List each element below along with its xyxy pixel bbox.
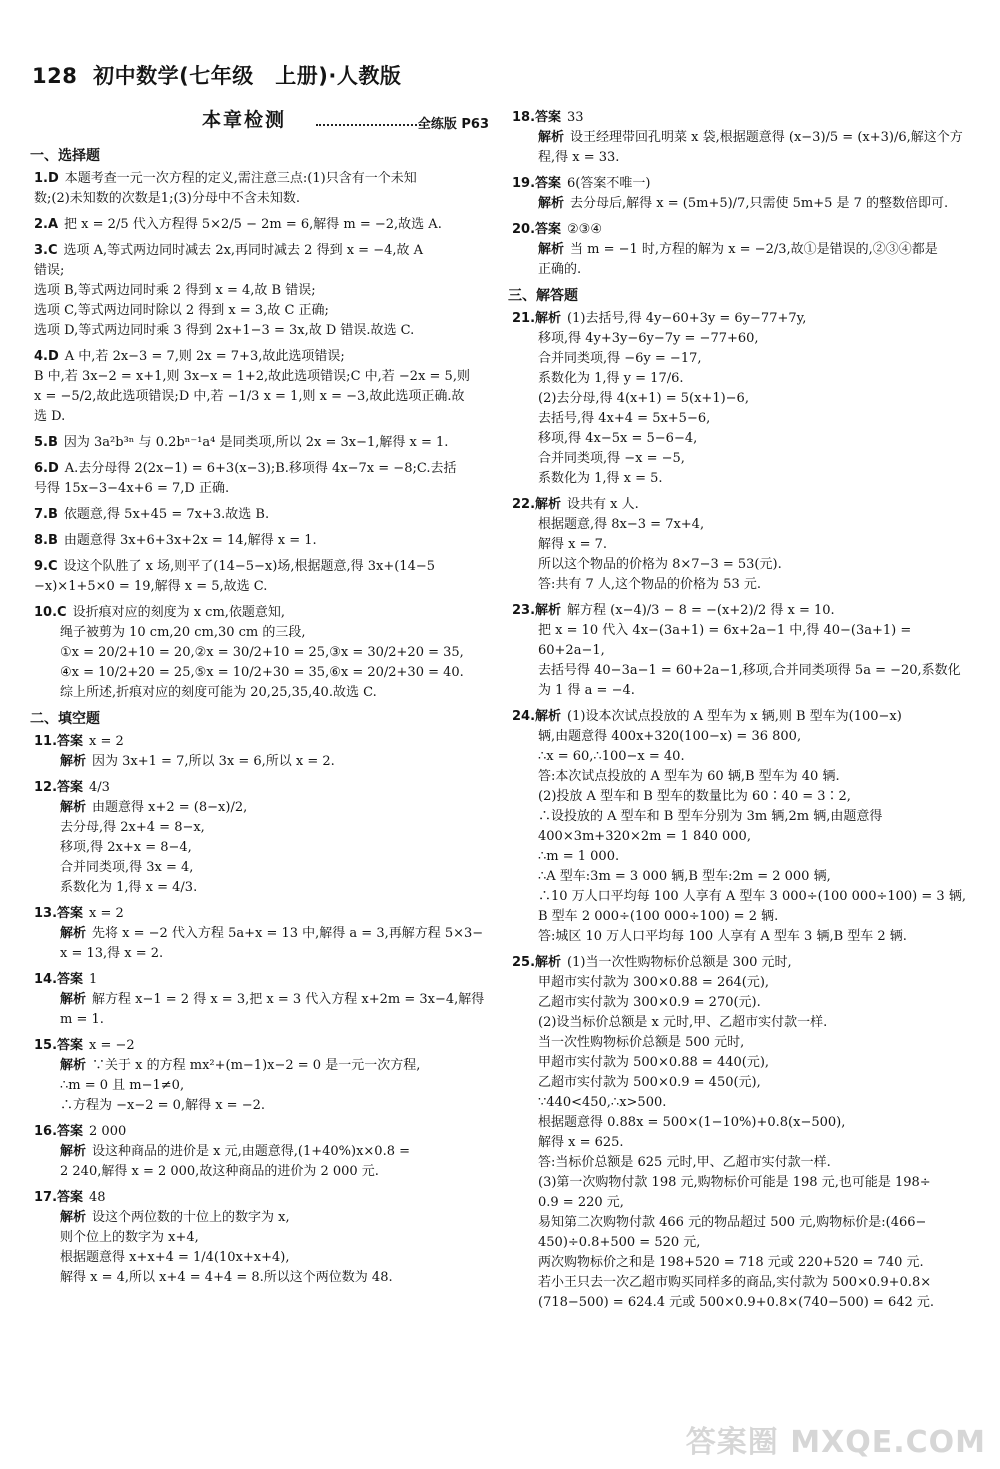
- analysis-label: 解析: [60, 926, 87, 941]
- section-heading: 二、填空题: [30, 711, 100, 727]
- question-9: [34, 557, 489, 597]
- text-line: 选项 C,等式两边同时除以 2 得到 x = 3,故 C 正确;: [34, 303, 329, 318]
- text-line: (2)投放 A 型车和 B 型车的数量比为 60∶40 = 3∶2,: [538, 789, 851, 804]
- right-column: [508, 108, 967, 1319]
- text-line: ∴设投放的 A 型车和 B 型车分别为 3m 辆,2m 辆,由题意得: [538, 809, 883, 824]
- question-label: 21.解析: [512, 311, 562, 326]
- question-label: 10.C: [34, 605, 67, 620]
- text-line: 移项,得 4x−5x = 5−6−4,: [538, 431, 698, 446]
- page-header: [32, 60, 401, 90]
- question-15: [34, 1036, 489, 1116]
- answer: x = 2: [89, 906, 124, 921]
- text-line: 当 m = −1 时,方程的解为 x = −2/3,故①是错误的,②③④都是: [570, 242, 938, 257]
- text-line: 易知第二次购物付款 466 元的物品超过 500 元,购物标价是:(466−: [538, 1215, 927, 1230]
- chapter-ref: 全练版 P63: [417, 117, 489, 132]
- text-line: 两次购物标价之和是 198+520 = 718 元或 220+520 = 740 元.: [538, 1255, 924, 1270]
- question-20: [512, 220, 967, 280]
- question-23: [512, 601, 967, 701]
- text-line: (3)第一次购物付款 198 元,购物标价可能是 198 元,也可能是 198÷: [538, 1175, 931, 1190]
- text-line: ∴m = 0 且 m−1≠0,: [60, 1078, 185, 1093]
- text-line: ①x = 20/2+10 = 20,②x = 30/2+10 = 25,③x = 30/2+20 = 35,: [60, 645, 464, 660]
- text-line: (2)去分母,得 4(x+1) = 5(x+1)−6,: [538, 391, 749, 406]
- text-line: ∴m = 1 000.: [538, 849, 620, 864]
- answer: x = −2: [89, 1038, 135, 1053]
- text-line: 则个位上的数字为 x+4,: [60, 1230, 199, 1245]
- text-line: 选 D.: [34, 409, 66, 424]
- question-5: [34, 433, 489, 453]
- text-line: 移项,得 4y+3y−6y−7y = −77+60,: [538, 331, 759, 346]
- text-line: 把 x = 10 代入 4x−(3a+1) = 6x+2a−1 中,得 40−(3a+1) = 60+2a−1,: [538, 623, 912, 658]
- text-line: 甲超市实付款为 500×0.88 = 440(元),: [538, 1055, 770, 1070]
- text-line: 去括号,得 4x+4 = 5x+5−6,: [538, 411, 711, 426]
- question-label: 23.解析: [512, 603, 562, 618]
- text-line: 因为 3x+1 = 7,所以 3x = 6,所以 x = 2.: [92, 754, 335, 769]
- chapter-heading: [34, 110, 489, 140]
- text-line: 去分母,得 2x+4 = 8−x,: [60, 820, 205, 835]
- text-line: 设共有 x 人.: [567, 497, 639, 512]
- question-label: 7.B: [34, 507, 58, 522]
- text-line: 设这个两位数的十位上的数字为 x,: [92, 1210, 290, 1225]
- question-label: 15.答案: [34, 1038, 84, 1053]
- answer: 33: [567, 110, 584, 125]
- answer: 6(答案不唯一): [567, 176, 651, 191]
- text-line: 系数化为 1,得 x = 4/3.: [60, 880, 198, 895]
- text-line: 解得 x = 7.: [538, 537, 608, 552]
- analysis-label: 解析: [538, 196, 565, 211]
- text-line: 移项,得 2x+x = 8−4,: [60, 840, 192, 855]
- text-line: 因为 3a²b³ⁿ 与 0.2bⁿ⁻¹a⁴ 是同类项,所以 2x = 3x−1,解得 x = 1.: [63, 435, 449, 450]
- text-line: (1)去括号,得 4y−60+3y = 6y−77+7y,: [567, 311, 807, 326]
- text-line: x = −5/2,故此选项错误;D 中,若 −1/3 x = 1,则 x = −3,故此选项正确.故: [34, 389, 465, 404]
- question-8: [34, 531, 489, 551]
- question-label: 9.C: [34, 559, 58, 574]
- text-line: ∴A 型车:3m = 3 000 辆,B 型车:2m = 2 000 辆,: [538, 869, 831, 884]
- text-line: 先将 x = −2 代入方程 5a+x = 13 中,解得 a = 3,再解方程 5×3−: [92, 926, 484, 941]
- text-line: 合并同类项,得 −6y = −17,: [538, 351, 702, 366]
- question-label: 4.D: [34, 349, 59, 364]
- text-line: ∴方程为 −x−2 = 0,解得 x = −2.: [60, 1098, 265, 1113]
- question-14: [34, 970, 489, 1030]
- text-line: 根据题意得 0.88x = 500×(1−10%)+0.8(x−500),: [538, 1115, 846, 1130]
- question-label: 6.D: [34, 461, 59, 476]
- text-line: 解得 x = 625.: [538, 1135, 624, 1150]
- question-label: 18.答案: [512, 110, 562, 125]
- text-line: 本题考查一元一次方程的定义,需注意三点:(1)只含有一个未知: [64, 171, 417, 186]
- text-line: 程,得 x = 33.: [538, 150, 620, 165]
- question-22: [512, 495, 967, 595]
- question-label: 24.解析: [512, 709, 562, 724]
- text-line: m = 1.: [60, 1012, 104, 1027]
- text-line: 解方程 x−1 = 2 得 x = 3,把 x = 3 代入方程 x+2m = 3x−4,解得: [92, 992, 485, 1007]
- text-line: 设折痕对应的刻度为 x cm,依题意知,: [72, 605, 286, 620]
- analysis-label: 解析: [60, 754, 87, 769]
- question-label: 5.B: [34, 435, 58, 450]
- book-title: 初中数学(七年级 上册)·人教版: [93, 64, 402, 88]
- text-line: 由题意得 3x+6+3x+2x = 14,解得 x = 1.: [63, 533, 317, 548]
- text-line: A 中,若 2x−3 = 7,则 2x = 7+3,故此选项错误;: [64, 349, 345, 364]
- text-line: 错误;: [34, 263, 65, 278]
- question-25: [512, 953, 967, 1313]
- text-line: 当一次性购物标价总额是 500 元时,: [538, 1035, 745, 1050]
- question-label: 16.答案: [34, 1124, 84, 1139]
- analysis-label: 解析: [60, 1058, 87, 1073]
- text-line: 乙超市实付款为 300×0.9 = 270(元).: [538, 995, 761, 1010]
- text-line: 选项 B,等式两边同时乘 2 得到 x = 4,故 B 错误;: [34, 283, 316, 298]
- text-line: (2)设当标价总额是 x 元时,甲、乙超市实付款一样.: [538, 1015, 828, 1030]
- page-number: 128: [32, 64, 78, 88]
- answer: ②③④: [567, 222, 602, 237]
- text-line: 解得 x = 4,所以 x+4 = 4+4 = 8.所以这个两位数为 48.: [60, 1270, 393, 1285]
- text-line: 答:本次试点投放的 A 型车为 60 辆,B 型车为 40 辆.: [538, 769, 840, 784]
- question-12: [34, 778, 489, 898]
- left-column: [30, 109, 489, 1294]
- text-line: 去括号得 40−3a−1 = 60+2a−1,移项,合并同类项得 5a = −20,系数化: [538, 663, 961, 678]
- text-line: 由题意得 x+2 = (8−x)/2,: [92, 800, 248, 815]
- text-line: 答:当标价总额是 625 元时,甲、乙超市实付款一样.: [538, 1155, 831, 1170]
- text-line: 选项 A,等式两边同时减去 2x,再同时减去 2 得到 x = −4,故 A: [63, 243, 424, 258]
- question-2: [34, 215, 489, 235]
- answer: 2 000: [89, 1124, 127, 1139]
- answer: 1: [89, 972, 98, 987]
- text-line: 设这个队胜了 x 场,则平了(14−5−x)场,根据题意,得 3x+(14−5: [63, 559, 436, 574]
- question-label: 14.答案: [34, 972, 84, 987]
- question-21: [512, 309, 967, 489]
- text-line: B 中,若 3x−2 = x+1,则 3x−x = 1+2,故此选项错误;C 中,若 −2x = 5,则: [34, 369, 470, 384]
- question-label: 19.答案: [512, 176, 562, 191]
- text-line: 号得 15x−3−4x+6 = 7,D 正确.: [34, 481, 230, 496]
- text-line: 乙超市实付款为 500×0.9 = 450(元),: [538, 1075, 761, 1090]
- question-label: 22.解析: [512, 497, 562, 512]
- text-line: 系数化为 1,得 y = 17/6.: [538, 371, 684, 386]
- question-19: [512, 174, 967, 214]
- text-line: 系数化为 1,得 x = 5.: [538, 471, 663, 486]
- question-label: 20.答案: [512, 222, 562, 237]
- question-label: 3.C: [34, 243, 58, 258]
- question-3: [34, 241, 489, 341]
- question-label: 12.答案: [34, 780, 84, 795]
- text-line: 综上所述,折痕对应的刻度可能为 20,25,35,40.故选 C.: [60, 685, 377, 700]
- answer: x = 2: [89, 734, 124, 749]
- question-label: 2.A: [34, 217, 59, 232]
- text-line: x = 13,得 x = 2.: [60, 946, 164, 961]
- analysis-label: 解析: [60, 1210, 87, 1225]
- analysis-label: 解析: [538, 130, 565, 145]
- question-label: 13.答案: [34, 906, 84, 921]
- analysis-label: 解析: [60, 1144, 87, 1159]
- text-line: 答:城区 10 万人口平均每 100 人享有 A 型车 3 辆,B 型车 2 辆.: [538, 929, 907, 944]
- text-line: (718−500) = 624.4 元或 500×0.9+0.8×(740−500) = 642 元.: [538, 1295, 935, 1310]
- text-line: B 型车 2 000÷(100 000÷100) = 2 辆.: [538, 909, 779, 924]
- question-label: 11.答案: [34, 734, 84, 749]
- analysis-label: 解析: [60, 800, 87, 815]
- chapter-title: 本章检测: [202, 109, 287, 131]
- text-line: 为 1 得 a = −4.: [538, 683, 635, 698]
- dotted-leader: [316, 124, 421, 126]
- text-line: ∵关于 x 的方程 mx²+(m−1)x−2 = 0 是一元一次方程,: [92, 1058, 421, 1073]
- text-line: 根据题意,得 8x−3 = 7x+4,: [538, 517, 705, 532]
- question-label: 8.B: [34, 533, 58, 548]
- question-10: [34, 603, 489, 703]
- answer: 48: [89, 1190, 106, 1205]
- text-line: 合并同类项,得 −x = −5,: [538, 451, 685, 466]
- text-line: 选项 D,等式两边同时乘 3 得到 2x+1−3 = 3x,故 D 错误.故选 C.: [34, 323, 415, 338]
- question-24: [512, 707, 967, 947]
- text-line: 解方程 (x−4)/3 − 8 = −(x+2)/2 得 x = 10.: [567, 603, 835, 618]
- text-line: 设王经理带回孔明菜 x 袋,根据题意得 (x−3)/5 = (x+3)/6,解这个方: [570, 130, 963, 145]
- question-11: [34, 732, 489, 772]
- text-line: 2 240,解得 x = 2 000,故这种商品的进价为 2 000 元.: [60, 1164, 379, 1179]
- section-heading: 一、选择题: [30, 148, 100, 164]
- analysis-label: 解析: [538, 242, 565, 257]
- text-line: 450)÷0.8+500 = 520 元,: [538, 1235, 701, 1250]
- question-16: [34, 1122, 489, 1182]
- text-line: 辆,由题意得 400x+320(100−x) = 36 800,: [538, 729, 802, 744]
- analysis-label: 解析: [60, 992, 87, 1007]
- question-13: [34, 904, 489, 964]
- text-line: 正确的.: [538, 262, 582, 277]
- text-line: 把 x = 2/5 代入方程得 5×2/5 − 2m = 6,解得 m = −2,故选 A.: [64, 217, 442, 232]
- question-6: [34, 459, 489, 499]
- question-label: 1.D: [34, 171, 59, 186]
- text-line: 400×3m+320×2m = 1 840 000,: [538, 829, 751, 844]
- question-7: [34, 505, 489, 525]
- text-line: ∴10 万人口平均每 100 人享有 A 型车 3 000÷(100 000÷100) = 3 辆,: [538, 889, 966, 904]
- text-line: 数;(2)未知数的次数是1;(3)分母中不含未知数.: [34, 191, 300, 206]
- text-line: 依题意,得 5x+45 = 7x+3.故选 B.: [63, 507, 270, 522]
- question-label: 25.解析: [512, 955, 562, 970]
- text-line: 设这种商品的进价是 x 元,由题意得,(1+40%)x×0.8 =: [92, 1144, 411, 1159]
- question-label: 17.答案: [34, 1190, 84, 1205]
- text-line: ∴x = 60,∴100−x = 40.: [538, 749, 685, 764]
- text-line: 0.9 = 220 元,: [538, 1195, 624, 1210]
- answer: 4/3: [89, 780, 110, 795]
- text-line: (1)当一次性购物标价总额是 300 元时,: [567, 955, 792, 970]
- text-line: 答:共有 7 人,这个物品的价格为 53 元.: [538, 577, 761, 592]
- text-line: 甲超市实付款为 300×0.88 = 264(元),: [538, 975, 770, 990]
- text-line: 根据题意得 x+x+4 = 1/4(10x+x+4),: [60, 1250, 290, 1265]
- text-line: ④x = 10/2+20 = 25,⑤x = 10/2+30 = 35,⑥x = 20/2+30 = 40.: [60, 665, 464, 680]
- text-line: 若小王只去一次乙超市购买同样多的商品,实付款为 500×0.9+0.8×: [538, 1275, 932, 1290]
- section-heading: 三、解答题: [508, 288, 578, 304]
- text-line: ∵440<450,∴x>500.: [538, 1095, 667, 1110]
- question-4: [34, 347, 489, 427]
- watermark: 答案圈 MXQE.COM: [685, 1425, 986, 1460]
- question-1: [34, 169, 489, 209]
- text-line: 所以这个物品的价格为 8×7−3 = 53(元).: [538, 557, 782, 572]
- text-line: −x)×1+5×0 = 19,解得 x = 5,故选 C.: [34, 579, 268, 594]
- text-line: (1)设本次试点投放的 A 型车为 x 辆,则 B 型车为(100−x): [567, 709, 902, 724]
- text-line: 合并同类项,得 3x = 4,: [60, 860, 194, 875]
- question-17: [34, 1188, 489, 1288]
- text-line: 去分母后,解得 x = (5m+5)/7,只需使 5m+5 是 7 的整数倍即可.: [570, 196, 949, 211]
- text-line: 绳子被剪为 10 cm,20 cm,30 cm 的三段,: [60, 625, 306, 640]
- question-18: [512, 108, 967, 168]
- text-line: A.去分母得 2(2x−1) = 6+3(x−3);B.移项得 4x−7x = −8;C.去括: [64, 461, 457, 476]
